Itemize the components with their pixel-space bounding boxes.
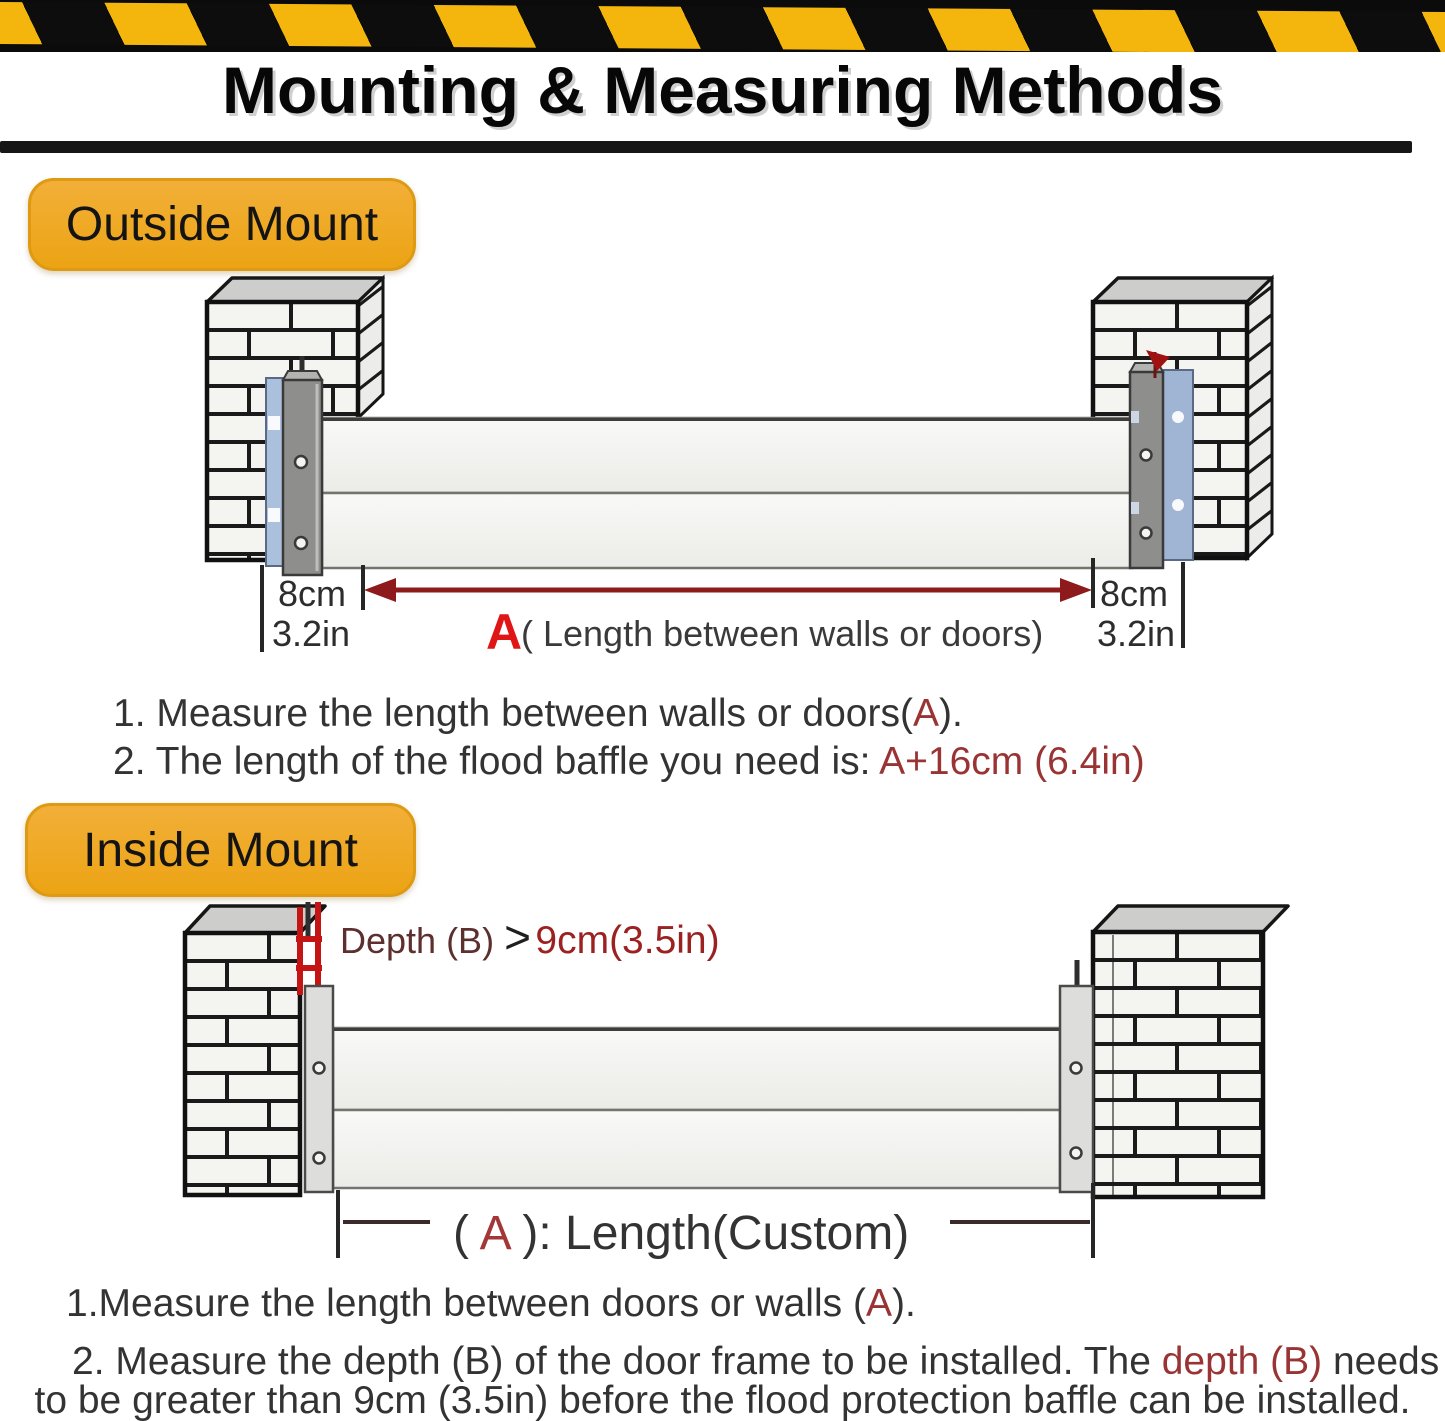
inside-dimension	[338, 1183, 1093, 1260]
depth-value: 9cm(3.5in)	[535, 919, 720, 962]
span-label: ( Length between walls or doors)	[521, 613, 1044, 654]
outside-mount-diagram	[207, 278, 1272, 660]
inside-mount-diagram	[185, 902, 1288, 1260]
outside-left-channel	[266, 371, 322, 575]
page-title: Mounting & Measuring Methods	[222, 53, 1223, 127]
inside-step-2-line-2: to be greater than 9cm (3.5in) before the flood protection baffle can be installed.	[34, 1379, 1411, 1421]
inside-left-plate	[305, 986, 333, 1192]
inside-step-1: 1.Measure the length between doors or walls (A).	[66, 1282, 916, 1325]
length-custom-annotation	[453, 1207, 909, 1260]
inside-barrier-panels	[333, 1028, 1060, 1188]
inside-step-2-line-1: 2. Measure the depth (B) of the door frame to be installed. The depth (B) needs	[72, 1340, 1440, 1383]
outside-dimension	[262, 558, 1183, 660]
inside-right-pillar	[1093, 906, 1288, 1197]
outside-mount-badge-label: Outside Mount	[65, 198, 379, 251]
outside-step-1: 1. Measure the length between walls or doors(A).	[113, 692, 963, 735]
depth-annotation	[340, 911, 720, 963]
greater-than-symbol: >	[504, 911, 531, 963]
depth-label: Depth (B)	[340, 920, 505, 961]
inside-right-plate	[1060, 960, 1093, 1192]
outside-right-channel	[1130, 350, 1193, 568]
right-offset-cm: 8cm	[1100, 573, 1169, 614]
length-paren-open: (	[453, 1207, 469, 1260]
length-letter-a: A	[479, 1207, 510, 1260]
right-offset-in: 3.2in	[1097, 613, 1176, 654]
flood-barrier-panels	[322, 418, 1132, 568]
inside-mount-badge-label: Inside Mount	[83, 823, 358, 877]
left-offset-cm: 8cm	[278, 573, 347, 614]
arrowhead-left-icon	[364, 578, 396, 602]
length-label-rest: ): Length(Custom)	[522, 1207, 910, 1260]
outside-step-2: 2. The length of the flood baffle you need is: A+16cm (6.4in)	[113, 740, 1145, 783]
left-offset-in: 3.2in	[272, 613, 351, 654]
span-letter-a: A	[486, 604, 523, 660]
arrowhead-right-icon	[1060, 578, 1092, 602]
